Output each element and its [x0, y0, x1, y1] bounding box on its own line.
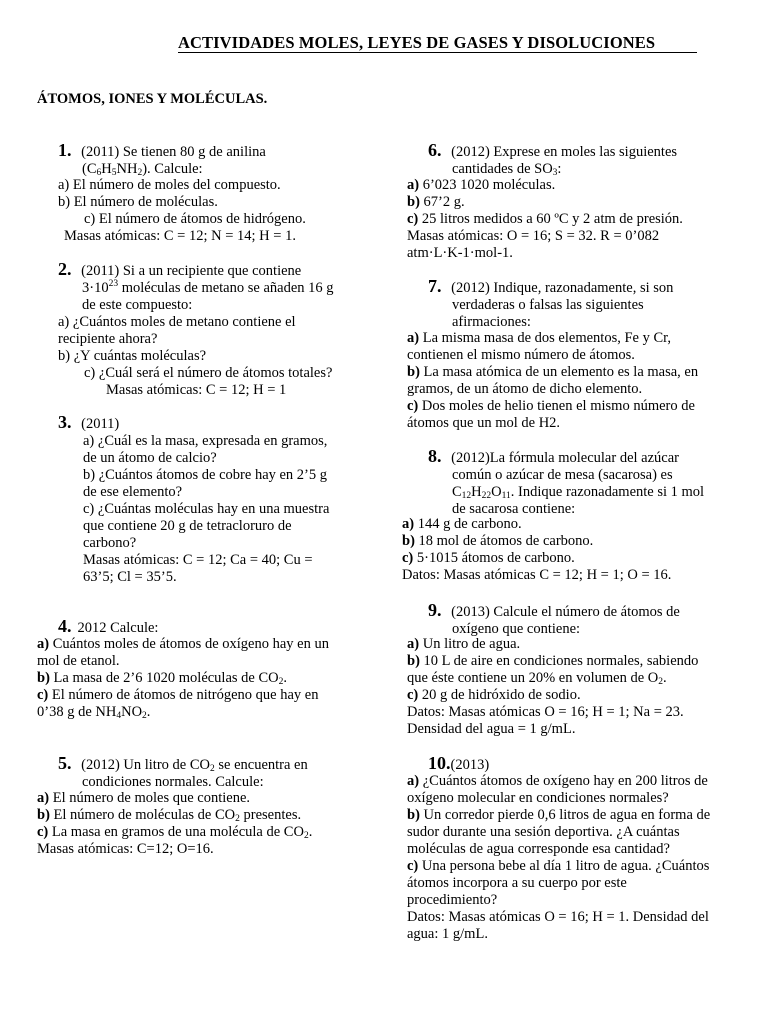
- part-c: c) 25 litros medidos a 60 ºC y 2 atm de presión.: [407, 211, 683, 227]
- question-statement-line: oxígeno que contiene:: [452, 621, 581, 637]
- part-c: c) ¿Cuál será el número de átomos totales?: [84, 365, 333, 381]
- question-statement-line: $3\cdot 10^{23}$ moléculas de metano se añaden 16 g: [82, 279, 334, 296]
- part-a-cont: oxígeno molecular en condiciones normales?: [407, 790, 669, 806]
- question-4-parts: [37, 636, 329, 721]
- question-1-parts: [58, 177, 306, 245]
- question-statement-line: verdaderas o falsas las siguientes: [452, 297, 644, 313]
- question-statement: (2011) Si a un recipiente que contiene: [81, 263, 302, 279]
- question-statement-line: de este compuesto:: [82, 297, 193, 313]
- question-5-parts: [37, 790, 312, 858]
- part-c: c) El número de átomos de nitrógeno que hay en: [37, 687, 319, 703]
- question-number: 9.: [428, 600, 442, 620]
- question-9: [428, 602, 680, 638]
- part-c: c) Una persona bebe al día 1 litro de agua. ¿Cuántos: [407, 858, 710, 874]
- part-c: c) Dos moles de helio tienen el mismo número de: [407, 398, 695, 414]
- question-formula: $(C_6H_5NH_2)$. Calcule:: [82, 161, 203, 178]
- question-statement: (2012) Un litro de $CO_2$ se encuentra en: [81, 757, 308, 774]
- part-a: a) 6’023 1020 moléculas.: [407, 177, 556, 193]
- part-c: c) El número de átomos de hidrógeno.: [84, 211, 306, 227]
- data-note: Datos: Masas atómicas O = 16; H = 1. Densidad del: [407, 909, 709, 925]
- part-a: a) 144 g de carbono.: [402, 516, 522, 532]
- question-10: [428, 755, 489, 774]
- question-7-parts: [407, 330, 698, 432]
- part-a-cont: recipiente ahora?: [58, 331, 158, 347]
- question-statement: (2011) Se tienen 80 g de anilina: [81, 144, 266, 160]
- data-note-cont: Densidad del agua = 1 g/mL.: [407, 721, 576, 737]
- question-10-parts: [407, 773, 710, 943]
- question-3: [58, 414, 329, 586]
- part-b-cont: de ese elemento?: [83, 484, 183, 500]
- question-number: 8.: [428, 446, 442, 466]
- question-number: 2.: [58, 259, 72, 279]
- section-heading: ÁTOMOS, IONES Y MOLÉCULAS.: [37, 91, 268, 107]
- question-statement-line: cantidades de $SO_3$:: [452, 161, 562, 178]
- part-a: a) ¿Cuántos moles de metano contiene el: [58, 314, 296, 330]
- part-b-cont: que éste contiene un 20% en volumen de $O_2$.: [407, 670, 667, 687]
- question-6: [428, 142, 677, 178]
- question-statement-line: afirmaciones:: [452, 314, 531, 330]
- part-c-cont: que contiene 20 g de tetracloruro de: [83, 518, 292, 534]
- question-number: 6.: [428, 140, 442, 160]
- part-b-cont: gramos, de un átomo de dicho elemento.: [407, 381, 643, 397]
- part-c: c) 5·1015 átomos de carbono.: [402, 550, 575, 566]
- part-b: b) ¿Y cuántas moléculas?: [58, 348, 207, 364]
- question-statement: (2011): [81, 416, 120, 432]
- part-b: b) Un corredor pierde 0,6 litros de agua en forma de: [407, 807, 711, 823]
- part-a-cont: de un átomo de calcio?: [83, 450, 217, 466]
- data-note-cont: agua: 1 g/mL.: [407, 926, 488, 942]
- part-b: b) 67’2 g.: [407, 194, 465, 210]
- question-number: 5.: [58, 753, 72, 773]
- part-a-cont: mol de etanol.: [37, 653, 120, 669]
- data-note: Datos: Masas atómicas O = 16; H = 1; Na = 23.: [407, 704, 684, 720]
- part-b: b) El número de moléculas de $CO_2$ presentes.: [37, 807, 302, 824]
- data-note: Datos: Masas atómicas C = 12; H = 1; O = 16.: [402, 567, 672, 583]
- part-b: b) La masa de 2’6 1020 moléculas de $CO_2$.: [37, 670, 287, 687]
- part-b: b) La masa atómica de un elemento es la masa, en: [407, 364, 699, 380]
- question-1: [58, 142, 266, 178]
- question-statement: (2013) Calcule el número de átomos de: [451, 604, 680, 620]
- part-a: a) El número de moles del compuesto.: [58, 177, 281, 193]
- atomic-masses: Masas atómicas: C = 12; N = 14; H = 1.: [64, 228, 296, 244]
- question-number: 4.: [58, 616, 72, 636]
- part-c-cont: 0’38 g de $NH_4NO_2$.: [37, 704, 151, 721]
- question-statement-line: de sacarosa contiene:: [452, 501, 576, 517]
- question-statement: (2012) Indique, razonadamente, si son: [451, 280, 674, 296]
- question-statement: 2012 Calcule:: [77, 620, 159, 636]
- part-c-cont: carbono?: [83, 535, 137, 551]
- question-2: [58, 261, 334, 399]
- part-a: a) Cuántos moles de átomos de oxígeno hay en un: [37, 636, 329, 652]
- question-6-parts: [407, 177, 683, 262]
- question-statement-line: condiciones normales. Calcule:: [82, 774, 264, 790]
- page-title: ACTIVIDADES MOLES, LEYES DE GASES Y DISOLUCIONES: [178, 34, 697, 53]
- part-c: c) La masa en gramos de una molécula de $CO_2$.: [37, 824, 313, 841]
- question-statement-line: común o azúcar de mesa (sacarosa) es: [452, 467, 673, 483]
- question-7: [428, 278, 673, 331]
- question-number: 10.: [428, 753, 451, 773]
- part-b: b) 10 L de aire en condiciones normales, sabiendo: [407, 653, 699, 669]
- part-b-cont: moléculas de agua corresponde esa cantidad?: [407, 841, 670, 857]
- part-c-cont: átomos incorpora a su cuerpo por este: [407, 875, 627, 891]
- atomic-masses: Masas atómicas: C=12; O=16.: [37, 841, 214, 857]
- part-a: a) El número de moles que contiene.: [37, 790, 251, 806]
- atomic-masses-cont: atm·L·K-1·mol-1.: [407, 245, 513, 261]
- question-number: 1.: [58, 140, 72, 160]
- part-a-cont: contienen el mismo número de átomos.: [407, 347, 635, 363]
- part-b: b) ¿Cuántos átomos de cobre hay en 2’5 g: [83, 467, 328, 483]
- question-8-parts: [402, 516, 671, 584]
- question-number: 3.: [58, 412, 72, 432]
- question-5: [58, 755, 308, 791]
- part-b: b) El número de moléculas.: [58, 194, 218, 210]
- question-statement: (2012) Exprese en moles las siguientes: [451, 144, 678, 160]
- part-a: a) La misma masa de dos elementos, Fe y Cr,: [407, 330, 672, 346]
- question-formula: $C_{12}H_{22}O_{11}$. Indique razonadamente si 1 mol: [452, 484, 705, 501]
- part-c: c) ¿Cuántas moléculas hay en una muestra: [83, 501, 330, 517]
- part-c-cont: átomos que un mol de H2.: [407, 415, 561, 431]
- question-statement: (2012)La fórmula molecular del azúcar: [451, 450, 679, 466]
- atomic-masses: Masas atómicas: C = 12; Ca = 40; Cu =: [83, 552, 313, 568]
- question-8: [428, 448, 704, 518]
- part-a: a) ¿Cuántos átomos de oxígeno hay en 200 litros de: [407, 773, 708, 789]
- atomic-masses-cont: 63’5; Cl = 35’5.: [83, 569, 177, 585]
- part-b: b) 18 mol de átomos de carbono.: [402, 533, 594, 549]
- atomic-masses: Masas atómicas: O = 16; S = 32. R = 0’082: [407, 228, 660, 244]
- part-a: a) Un litro de agua.: [407, 636, 521, 652]
- question-9-parts: [407, 636, 698, 738]
- question-statement: (2013): [450, 757, 490, 773]
- question-4: [58, 618, 158, 637]
- question-number: 7.: [428, 276, 442, 296]
- atomic-masses: Masas atómicas: C = 12; H = 1: [106, 382, 287, 398]
- part-c-cont: procedimiento?: [407, 892, 498, 908]
- part-a: a) ¿Cuál es la masa, expresada en gramos,: [83, 433, 328, 449]
- part-c: c) 20 g de hidróxido de sodio.: [407, 687, 581, 703]
- part-b-cont: sudor durante una sesión deportiva. ¿A cuántas: [407, 824, 680, 840]
